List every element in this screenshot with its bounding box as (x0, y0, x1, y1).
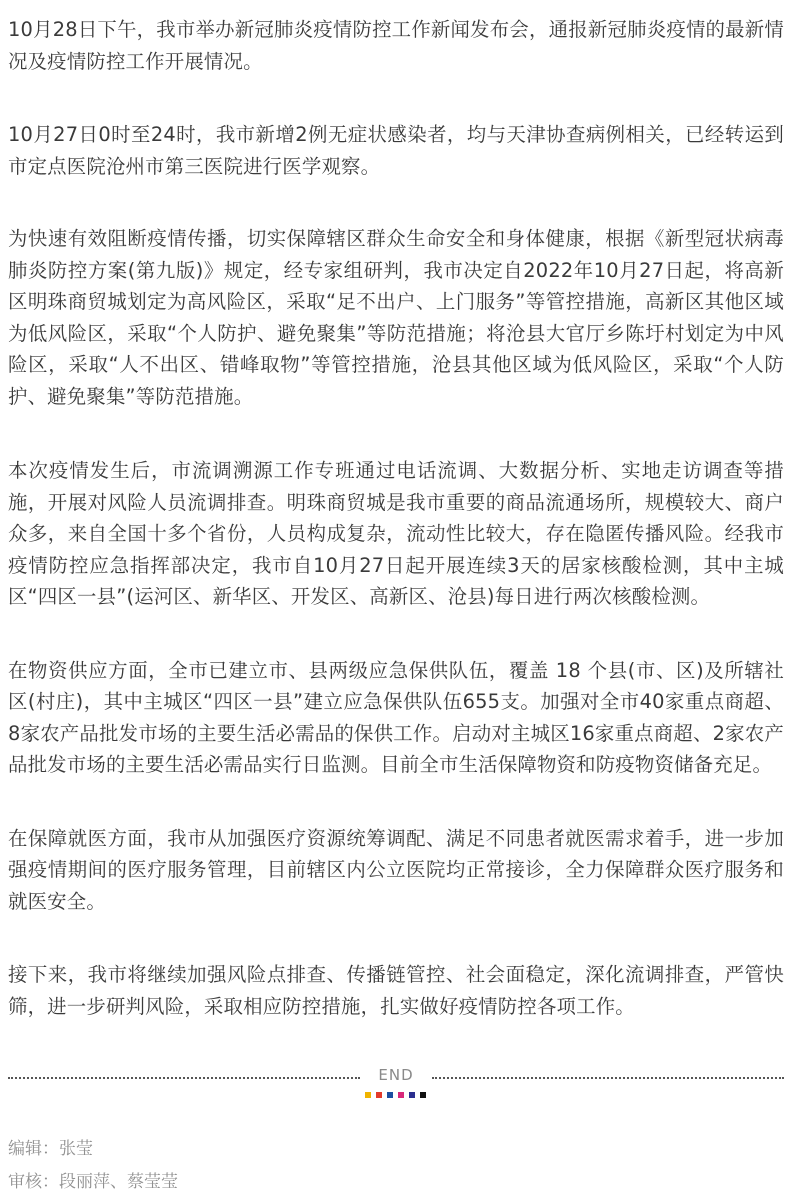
end-divider (8, 1062, 784, 1102)
paragraph: 在保障就医方面，我市从加强医疗资源统筹调配、满足不同患者就医需求着手，进一步加强疫情期间的医疗服务管理，目前辖区内公立医院均正常接诊，全力保障群众医疗服务和就医安全。 (8, 826, 784, 913)
dotted-rule-right (432, 1077, 784, 1079)
color-dot (387, 1092, 393, 1098)
color-dot (409, 1092, 415, 1098)
reviewer-credit: 审核：段丽萍、蔡莹莹 (8, 1172, 178, 1192)
paragraph: 10月28日下午，我市举办新冠肺炎疫情防控工作新闻发布会，通报新冠肺炎疫情的最新情况及疫情防控工作开展情况。 (8, 18, 784, 73)
editor-credit: 编辑：张莹 (8, 1139, 93, 1159)
color-dot (365, 1092, 371, 1098)
article-body (8, 14, 784, 1064)
color-dot (398, 1092, 404, 1098)
credits (8, 1136, 784, 1196)
paragraph: 在物资供应方面，全市已建立市、县两级应急保供队伍，覆盖 18 个县(市、区)及所辖社区(村庄)，其中主城区“四区一县”建立应急保供队伍655支。加强对全市40家重点商超、8家农产品批发市场的主要生活必需品的保供工作。启动对主城区16家重点商超、2家农产品批发市场的主要生活必需品实行日监测。目前全市生活保障物资和防疫物资储备充足。 (8, 658, 784, 776)
paragraph: 本次疫情发生后，市流调溯源工作专班通过电话流调、大数据分析、实地走访调查等措施，开展对风险人员流调排查。明珠商贸城是我市重要的商品流通场所，规模较大、商户众多，来自全国十多个省份，人员构成复杂，流动性比较大，存在隐匿传播风险。经我市疫情防控应急指挥部决定，我市自10月27日起开展连续3天的居家核酸检测，其中主城区“四区一县”(运河区、新华区、开发区、高新区、沧县)每日进行两次核酸检测。 (8, 459, 784, 608)
end-label: END (378, 1066, 414, 1084)
paragraph: 为快速有效阻断疫情传播，切实保障辖区群众生命安全和身体健康，根据《新型冠状病毒肺炎防控方案(第九版)》规定，经专家组研判，我市决定自2022年10月27日起，将高新区明珠商贸城划定为高风险区，采取“足不出户、上门服务”等管控措施，高新区其他区域为低风险区，采取“个人防护、避免聚集”等防范措施；将沧县大官厅乡陈圩村划定为中风险区，采取“人不出区、错峰取物”等管控措施，沧县其他区域为低风险区，采取“个人防护、避免聚集”等防范措施。 (8, 227, 784, 408)
paragraph: 10月27日0时至24时，我市新增2例无症状感染者，均与天津协查病例相关，已经转运到市定点医院沧州市第三医院进行医学观察。 (8, 123, 784, 178)
color-dot (420, 1092, 426, 1098)
color-dot (376, 1092, 382, 1098)
paragraph: 接下来，我市将继续加强风险点排查、传播链管控、社会面稳定，深化流调排查，严管快筛，进一步研判风险，采取相应防控措施，扎实做好疫情防控各项工作。 (8, 963, 784, 1018)
dotted-rule-left (8, 1077, 360, 1079)
color-dots (365, 1092, 426, 1098)
